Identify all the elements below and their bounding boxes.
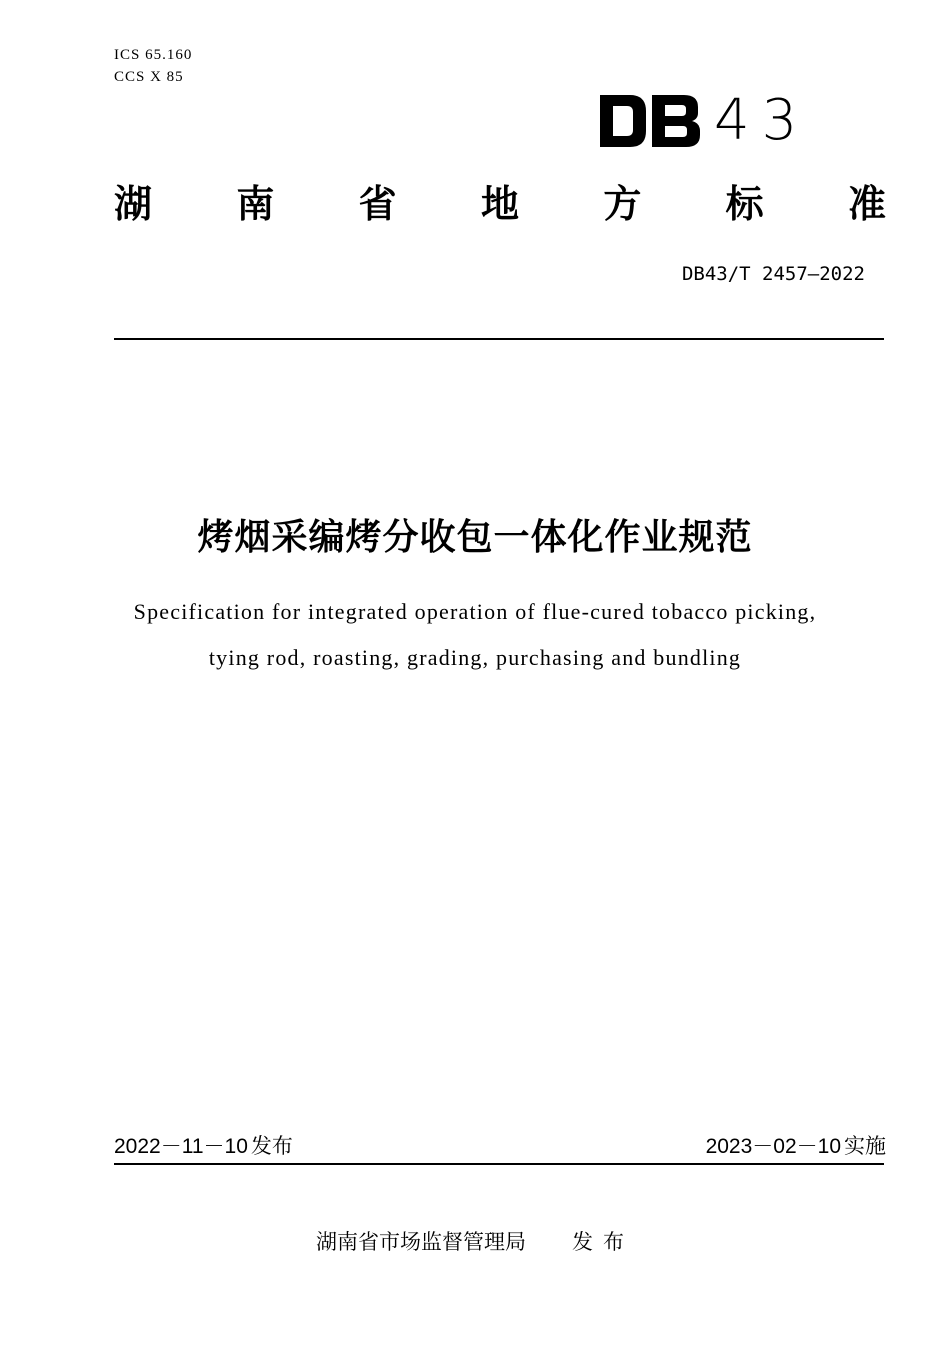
standard-type-char: 标 bbox=[725, 182, 764, 226]
ccs-code: CCS X 85 bbox=[114, 69, 184, 85]
standard-type-heading bbox=[114, 178, 886, 230]
publisher-line bbox=[0, 1227, 950, 1257]
implementation-date: 2023－02－10 bbox=[705, 1135, 841, 1158]
province-code: 43 bbox=[714, 88, 810, 153]
publisher-action: 发布 bbox=[572, 1230, 634, 1254]
issue-date-block bbox=[114, 1131, 293, 1162]
implementation-date-block bbox=[706, 1131, 886, 1162]
standard-type-char: 省 bbox=[358, 182, 397, 226]
standard-type-char: 方 bbox=[603, 182, 642, 226]
implementation-label: 实施 bbox=[844, 1134, 886, 1158]
standard-type-char: 准 bbox=[847, 182, 886, 226]
db-standard-mark bbox=[600, 86, 809, 156]
db-logo bbox=[600, 95, 700, 147]
chinese-title: 烤烟采编烤分收包一体化作业规范 bbox=[197, 517, 753, 558]
english-title-line-2: tying rod, roasting, grading, purchasing and bundling bbox=[208, 645, 742, 670]
standard-type-char: 地 bbox=[480, 182, 519, 226]
issue-label: 发布 bbox=[250, 1134, 293, 1158]
standard-type-char: 湖 bbox=[114, 182, 153, 226]
standard-code: DB43/T 2457—2022 bbox=[681, 263, 865, 285]
english-title-line-1: Specification for integrated operation of flue-cured tobacco picking, bbox=[133, 599, 817, 624]
ics-code: ICS 65.160 bbox=[114, 47, 193, 63]
bottom-divider bbox=[114, 1163, 884, 1165]
top-divider bbox=[114, 338, 884, 340]
issue-date: 2022－11－10 bbox=[114, 1135, 248, 1158]
publisher-name: 湖南省市场监督管理局 bbox=[316, 1230, 526, 1254]
standard-type-char: 南 bbox=[236, 182, 275, 226]
classification-codes bbox=[114, 44, 192, 88]
